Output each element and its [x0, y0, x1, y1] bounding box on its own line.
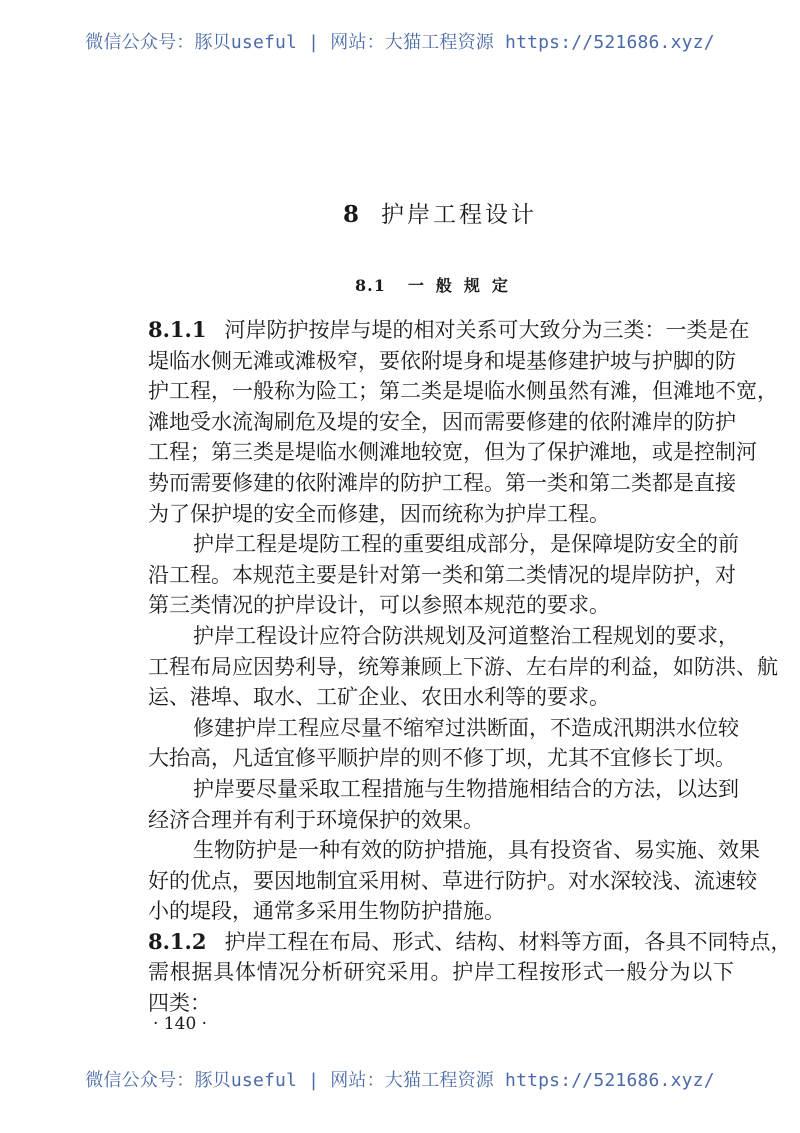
text-line: [148, 957, 734, 988]
text-line: [148, 529, 739, 560]
line-text: 护工程，一般称为险工；第二类是堤临水侧虽然有滩，但滩地不宽，: [148, 379, 778, 404]
chapter-number: 8: [342, 201, 359, 228]
text-line: [148, 743, 734, 774]
text-line: [148, 437, 757, 468]
body-text: [148, 315, 792, 1019]
text-line: [148, 468, 734, 499]
line-text: 需根据具体情况分析研究采用。护岸工程按形式一般分为以下: [148, 960, 734, 985]
paragraph: [148, 835, 760, 927]
line-text: 四类：: [148, 991, 211, 1016]
section-heading: [355, 273, 520, 296]
clause-number: 8.1.1: [148, 317, 207, 342]
line-text: 护岸工程设计应符合防洪规划及河道整治工程规划的要求，: [193, 623, 739, 648]
section-title: 一般规定: [407, 276, 520, 295]
line-text: 为了保护堤的安全而修建，因而统称为护岸工程。: [148, 501, 610, 526]
line-text: 势而需要修建的依附滩岸的防护工程。第一类和第二类都是直接: [148, 470, 736, 495]
text-line: [148, 407, 734, 438]
line-text: 护岸要尽量采取工程措施与生物措施相结合的方法，以达到: [193, 776, 739, 801]
paragraph: [148, 774, 739, 835]
line-text: 护岸工程在布局、形式、结构、材料等方面，各具不同特点，: [224, 929, 792, 954]
paragraph: [148, 529, 739, 621]
line-text: 工程布局应因势利导，统筹兼顾上下游、左右岸的利益，如防洪、航: [148, 654, 778, 679]
line-text: 修建护岸工程应尽量不缩窄过洪断面，不造成汛期洪水位较: [193, 715, 739, 740]
paragraph: [148, 713, 739, 774]
text-line: [148, 866, 757, 897]
line-text: 河岸防护按岸与堤的相对关系可大致分为三类：一类是在: [224, 318, 750, 342]
paragraph: [148, 621, 778, 713]
text-line: [148, 499, 734, 530]
text-line: [148, 621, 739, 652]
line-text: 小的堤段，通常多采用生物防护措施。: [148, 899, 505, 924]
line-text: 生物防护是一种有效的防护措施，具有投资省、易实施、效果: [193, 838, 760, 863]
text-line: [148, 315, 750, 346]
line-text: 滩地受水流淘刷危及堤的安全，因而需要修建的依附滩岸的防护: [148, 409, 736, 434]
line-text: 第三类情况的护岸设计，可以参照本规范的要求。: [148, 593, 610, 618]
line-text: 沿工程。本规范主要是针对第一类和第二类情况的堤岸防护，对: [148, 562, 736, 587]
text-line: [148, 560, 734, 591]
chapter-title: 护岸工程设计: [381, 202, 537, 228]
watermark-footer: 微信公众号：豚贝useful | 网站：大猫工程资源 https://521686.xyz/: [85, 1070, 715, 1091]
text-line: [148, 713, 739, 744]
text-line: [148, 805, 734, 836]
text-line: [148, 988, 734, 1019]
section-number: 8.1: [355, 276, 386, 295]
text-line: [148, 590, 734, 621]
line-text: 好的优点，要因地制宜采用树、草进行防护。对水深较浅、流速较: [148, 868, 757, 893]
paragraph: [148, 927, 792, 1019]
clause-number: 8.1.2: [148, 928, 207, 954]
text-line: [148, 682, 734, 713]
line-text: 护岸工程是堤防工程的重要组成部分，是保障堤防安全的前: [193, 532, 739, 557]
line-text: 经济合理并有利于环境保护的效果。: [148, 807, 484, 832]
line-text: 堤临水侧无滩或滩极窄，要依附堤身和堤基修建护坡与护脚的防: [148, 348, 736, 373]
page-number: · 140 ·: [153, 1014, 208, 1034]
watermark-header: 微信公众号：豚贝useful | 网站：大猫工程资源 https://521686.xyz/: [85, 32, 715, 53]
text-line: [148, 835, 760, 866]
line-text: 工程；第三类是堤临水侧滩地较宽，但为了保护滩地，或是控制河: [148, 440, 757, 465]
paragraph: [148, 315, 778, 529]
text-line: [148, 896, 734, 927]
text-line: [148, 927, 792, 958]
text-line: [148, 652, 778, 683]
line-text: 运、港埠、取水、工矿企业、农田水利等的要求。: [148, 685, 610, 710]
line-text: 大抬高，凡适宜修平顺护岸的则不修丁坝，尤其不宜修长丁坝。: [148, 746, 736, 771]
text-line: [148, 376, 778, 407]
chapter-heading: [0, 196, 800, 229]
text-line: [148, 346, 734, 377]
text-line: [148, 774, 739, 805]
